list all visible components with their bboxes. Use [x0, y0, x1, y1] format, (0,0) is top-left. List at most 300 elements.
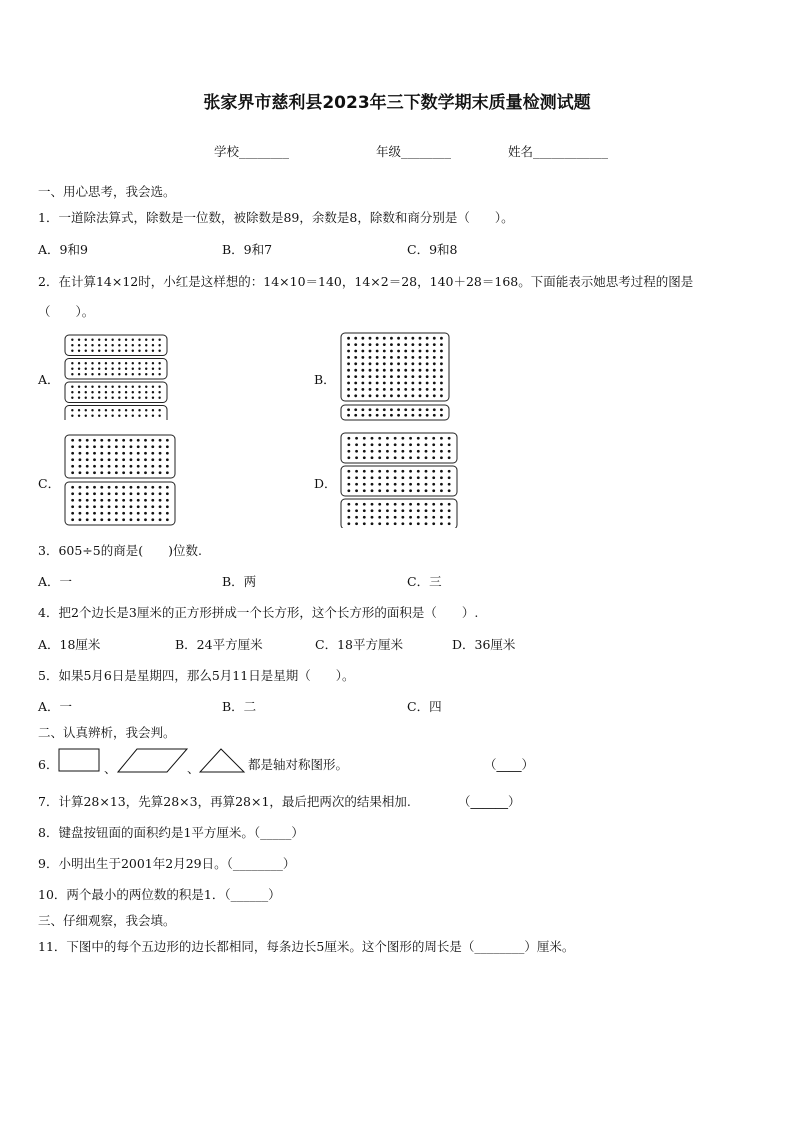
dot	[100, 492, 103, 495]
dot	[91, 339, 93, 341]
dot	[166, 452, 169, 455]
dot	[369, 394, 372, 397]
dot	[138, 344, 140, 346]
dot	[71, 512, 74, 515]
dot	[347, 503, 350, 506]
dot	[159, 486, 162, 489]
q7-answer-blank[interactable]: （______）	[458, 794, 521, 809]
dot	[137, 445, 140, 448]
dot	[394, 516, 397, 519]
dot	[347, 343, 350, 346]
dot	[85, 415, 87, 417]
dot	[397, 356, 400, 359]
dot	[440, 369, 443, 372]
dot	[355, 503, 358, 506]
q3-option-c[interactable]: C．三	[407, 574, 442, 589]
dot	[371, 522, 374, 525]
dot	[86, 492, 89, 495]
dot	[397, 350, 400, 353]
dot	[158, 415, 160, 417]
dot	[363, 516, 366, 519]
dot	[118, 368, 120, 370]
dot	[105, 350, 107, 352]
dot	[105, 397, 107, 399]
dot	[159, 505, 162, 508]
dot	[383, 375, 386, 378]
dot	[419, 382, 422, 385]
dot	[448, 470, 451, 473]
dot	[115, 439, 118, 442]
dot	[79, 505, 82, 508]
dot	[347, 516, 350, 519]
q5-option-a[interactable]: A．一	[38, 699, 73, 714]
dot	[122, 492, 125, 495]
q4-option-a[interactable]: A．18厘米	[38, 637, 101, 652]
dot	[111, 350, 113, 352]
dot	[448, 516, 451, 519]
dot	[122, 499, 125, 502]
dot	[448, 503, 451, 506]
dot	[411, 382, 414, 385]
dot	[432, 450, 435, 453]
dot	[79, 458, 82, 461]
q6-answer-blank[interactable]: （____）	[484, 757, 535, 772]
dot	[440, 394, 443, 397]
dot	[125, 344, 127, 346]
dot	[417, 489, 420, 492]
dot	[411, 369, 414, 372]
dot	[426, 362, 429, 365]
dot	[409, 437, 412, 440]
dot	[409, 503, 412, 506]
dot	[386, 476, 389, 479]
dot-array-figure-c[interactable]	[64, 434, 178, 526]
dot	[376, 369, 379, 372]
dot	[448, 522, 451, 525]
dot	[440, 362, 443, 365]
dot	[425, 503, 428, 506]
dot	[71, 386, 73, 388]
dot	[371, 456, 374, 459]
dot	[448, 509, 451, 512]
dot	[376, 337, 379, 340]
dot	[386, 450, 389, 453]
dot	[411, 375, 414, 378]
dot	[347, 470, 350, 473]
dot	[397, 375, 400, 378]
dot	[79, 518, 82, 521]
dot	[394, 489, 397, 492]
dot	[158, 339, 160, 341]
dot	[404, 382, 407, 385]
dot	[93, 471, 96, 474]
dot	[417, 503, 420, 506]
dot	[433, 343, 436, 346]
dot	[376, 362, 379, 365]
dot	[166, 486, 169, 489]
dot	[448, 437, 451, 440]
dot	[79, 512, 82, 515]
dot	[419, 356, 422, 359]
dot	[108, 465, 111, 468]
dot	[145, 362, 147, 364]
dot	[115, 499, 118, 502]
dot	[122, 471, 125, 474]
dot	[369, 343, 372, 346]
dot	[91, 409, 93, 411]
dot-group-frame	[65, 359, 167, 380]
dot	[145, 409, 147, 411]
dot	[425, 489, 428, 492]
dot	[166, 499, 169, 502]
q2-label-b[interactable]: B．	[314, 372, 336, 387]
dot	[426, 356, 429, 359]
dot	[401, 456, 404, 459]
q2-label-c[interactable]: C．	[38, 476, 61, 491]
dot	[166, 471, 169, 474]
dot	[347, 483, 350, 486]
name-blank[interactable]: ____________	[533, 144, 609, 159]
dot	[354, 388, 357, 391]
dot	[71, 471, 74, 474]
dot	[137, 452, 140, 455]
dot	[85, 344, 87, 346]
dot	[93, 445, 96, 448]
dot	[130, 512, 133, 515]
dot	[355, 516, 358, 519]
dot	[376, 350, 379, 353]
dot	[440, 382, 443, 385]
q5-option-b[interactable]: B．二	[222, 699, 257, 714]
dot	[108, 452, 111, 455]
dot	[130, 458, 133, 461]
dot	[98, 409, 100, 411]
dot	[404, 356, 407, 359]
dot	[85, 362, 87, 364]
dot	[86, 518, 89, 521]
q1-option-c[interactable]: C．9和8	[407, 242, 458, 257]
q6-separator-1: 、	[104, 761, 117, 776]
dot	[93, 512, 96, 515]
dot	[425, 470, 428, 473]
dot	[394, 522, 397, 525]
dot	[122, 458, 125, 461]
dot	[432, 509, 435, 512]
dot	[93, 499, 96, 502]
dot	[122, 452, 125, 455]
dot	[354, 375, 357, 378]
grade-field	[376, 142, 451, 160]
dot	[354, 408, 357, 411]
dot	[138, 409, 140, 411]
dot	[355, 483, 358, 486]
dot	[138, 339, 140, 341]
dot	[115, 518, 118, 521]
dot	[390, 388, 393, 391]
dot	[91, 344, 93, 346]
dot	[79, 471, 82, 474]
q4-option-d[interactable]: D．36厘米	[452, 637, 516, 652]
dot	[411, 337, 414, 340]
dot	[122, 505, 125, 508]
dot	[108, 439, 111, 442]
dot	[378, 443, 381, 446]
q2-label-d[interactable]: D．	[314, 476, 337, 491]
q5-option-c[interactable]: C．四	[407, 699, 442, 714]
dot	[105, 339, 107, 341]
dot	[440, 350, 443, 353]
dot	[100, 465, 103, 468]
dot	[71, 344, 73, 346]
dot	[433, 382, 436, 385]
dot	[440, 437, 443, 440]
dot	[386, 509, 389, 512]
dot	[108, 499, 111, 502]
dot	[361, 408, 364, 411]
dot	[111, 344, 113, 346]
dot	[79, 499, 82, 502]
dot	[383, 408, 386, 411]
dot	[85, 339, 87, 341]
dot	[371, 483, 374, 486]
dot	[132, 373, 134, 375]
dot	[386, 503, 389, 506]
dot	[386, 443, 389, 446]
dot-array-figure-a[interactable]	[64, 334, 170, 420]
dot	[93, 439, 96, 442]
dot	[166, 439, 169, 442]
dot	[448, 443, 451, 446]
dot	[440, 483, 443, 486]
dot	[85, 350, 87, 352]
q1-option-b[interactable]: B．9和7	[222, 242, 273, 257]
dot	[383, 362, 386, 365]
dot	[71, 339, 73, 341]
dot	[132, 362, 134, 364]
dot	[376, 388, 379, 391]
q6-separator-2: 、	[187, 761, 200, 776]
name-label: 姓名	[508, 144, 534, 159]
dot	[347, 476, 350, 479]
dot	[79, 445, 82, 448]
dot	[440, 476, 443, 479]
dot	[85, 368, 87, 370]
dot	[361, 369, 364, 372]
dot	[71, 409, 73, 411]
dot	[137, 512, 140, 515]
dot	[417, 522, 420, 525]
dot	[151, 458, 154, 461]
dot	[100, 439, 103, 442]
q4-option-c[interactable]: C．18平方厘米	[315, 637, 403, 652]
dot	[426, 388, 429, 391]
dot	[166, 458, 169, 461]
dot	[419, 369, 422, 372]
dot	[419, 337, 422, 340]
dot	[419, 343, 422, 346]
dot	[369, 369, 372, 372]
dot	[98, 339, 100, 341]
dot	[125, 409, 127, 411]
dot	[347, 388, 350, 391]
dot	[425, 437, 428, 440]
dot	[347, 522, 350, 525]
dot-array-figure-d[interactable]	[340, 432, 460, 528]
dot	[118, 350, 120, 352]
q1-option-a[interactable]: A．9和9	[38, 242, 88, 257]
dot	[440, 503, 443, 506]
dot	[152, 362, 154, 364]
dot	[86, 499, 89, 502]
dot	[86, 465, 89, 468]
dot	[152, 350, 154, 352]
dot	[419, 414, 422, 417]
dot	[390, 362, 393, 365]
question-9-text: 9．小明出生于2001年2月29日。（________）	[38, 856, 296, 871]
q3-option-b[interactable]: B．两	[222, 574, 257, 589]
dot	[371, 516, 374, 519]
dot	[91, 368, 93, 370]
school-field	[214, 142, 289, 160]
dot	[355, 489, 358, 492]
dot	[78, 350, 80, 352]
dot	[401, 509, 404, 512]
dot	[125, 368, 127, 370]
dot	[425, 443, 428, 446]
dot	[371, 476, 374, 479]
dot	[433, 394, 436, 397]
dot	[440, 470, 443, 473]
dot	[426, 408, 429, 411]
dot	[409, 516, 412, 519]
page-title: 张家界市慈利县2023年三下数学期末质量检测试题	[203, 93, 591, 113]
dot	[144, 445, 147, 448]
dot	[411, 388, 414, 391]
dot	[125, 391, 127, 393]
dot	[409, 476, 412, 479]
dot	[144, 452, 147, 455]
dot	[433, 337, 436, 340]
dot	[354, 356, 357, 359]
dot	[144, 492, 147, 495]
dot	[433, 369, 436, 372]
dot	[378, 483, 381, 486]
dot	[71, 486, 74, 489]
dot	[132, 368, 134, 370]
dot	[137, 471, 140, 474]
dot	[152, 386, 154, 388]
dot	[369, 356, 372, 359]
dot	[118, 373, 120, 375]
dot	[383, 350, 386, 353]
dot	[425, 516, 428, 519]
dot	[376, 382, 379, 385]
dot	[105, 391, 107, 393]
dot	[401, 483, 404, 486]
dot	[105, 386, 107, 388]
dot	[404, 394, 407, 397]
dot	[417, 483, 420, 486]
dot	[151, 465, 154, 468]
dot	[71, 445, 74, 448]
dot	[158, 397, 160, 399]
dot	[401, 516, 404, 519]
dot	[130, 465, 133, 468]
dot	[426, 343, 429, 346]
dot	[440, 375, 443, 378]
dot	[394, 437, 397, 440]
dot	[118, 409, 120, 411]
dot	[411, 350, 414, 353]
dot	[354, 337, 357, 340]
dot	[404, 350, 407, 353]
dot	[448, 456, 451, 459]
dot	[159, 445, 162, 448]
dot	[132, 350, 134, 352]
dot	[166, 465, 169, 468]
dot	[86, 505, 89, 508]
dot	[369, 362, 372, 365]
grade-blank[interactable]: ________	[401, 144, 452, 159]
dot	[378, 503, 381, 506]
dot	[137, 439, 140, 442]
dot	[376, 394, 379, 397]
dot	[376, 375, 379, 378]
dot	[130, 452, 133, 455]
dot	[137, 492, 140, 495]
dot	[409, 443, 412, 446]
dot	[91, 373, 93, 375]
dot	[145, 344, 147, 346]
dot-group-frame	[65, 335, 167, 356]
dot	[386, 522, 389, 525]
dot	[394, 450, 397, 453]
dot	[144, 518, 147, 521]
dot	[158, 391, 160, 393]
dot	[144, 505, 147, 508]
dot	[71, 362, 73, 364]
dot	[118, 344, 120, 346]
dot	[394, 470, 397, 473]
dot	[347, 450, 350, 453]
dot	[144, 512, 147, 515]
q2-label-a[interactable]: A．	[38, 372, 60, 387]
q4-option-b[interactable]: B．24平方厘米	[175, 637, 263, 652]
dot-array-figure-b[interactable]	[340, 332, 452, 422]
dot	[419, 408, 422, 411]
dot	[137, 518, 140, 521]
dot	[390, 408, 393, 411]
q3-option-a[interactable]: A．一	[38, 574, 73, 589]
question-11-text: 11．下图中的每个五边形的边长都相同，每条边长5厘米。这个图形的周长是（________）厘米。	[38, 939, 575, 954]
dot	[159, 492, 162, 495]
dot	[100, 458, 103, 461]
dot	[85, 386, 87, 388]
dot	[401, 522, 404, 525]
school-blank[interactable]: ________	[239, 144, 290, 159]
dot	[78, 397, 80, 399]
dot	[122, 486, 125, 489]
dot	[138, 373, 140, 375]
dot	[144, 499, 147, 502]
dot	[159, 512, 162, 515]
dot	[361, 394, 364, 397]
dot	[166, 445, 169, 448]
dot	[105, 368, 107, 370]
dot	[115, 471, 118, 474]
dot	[132, 344, 134, 346]
dot	[354, 362, 357, 365]
